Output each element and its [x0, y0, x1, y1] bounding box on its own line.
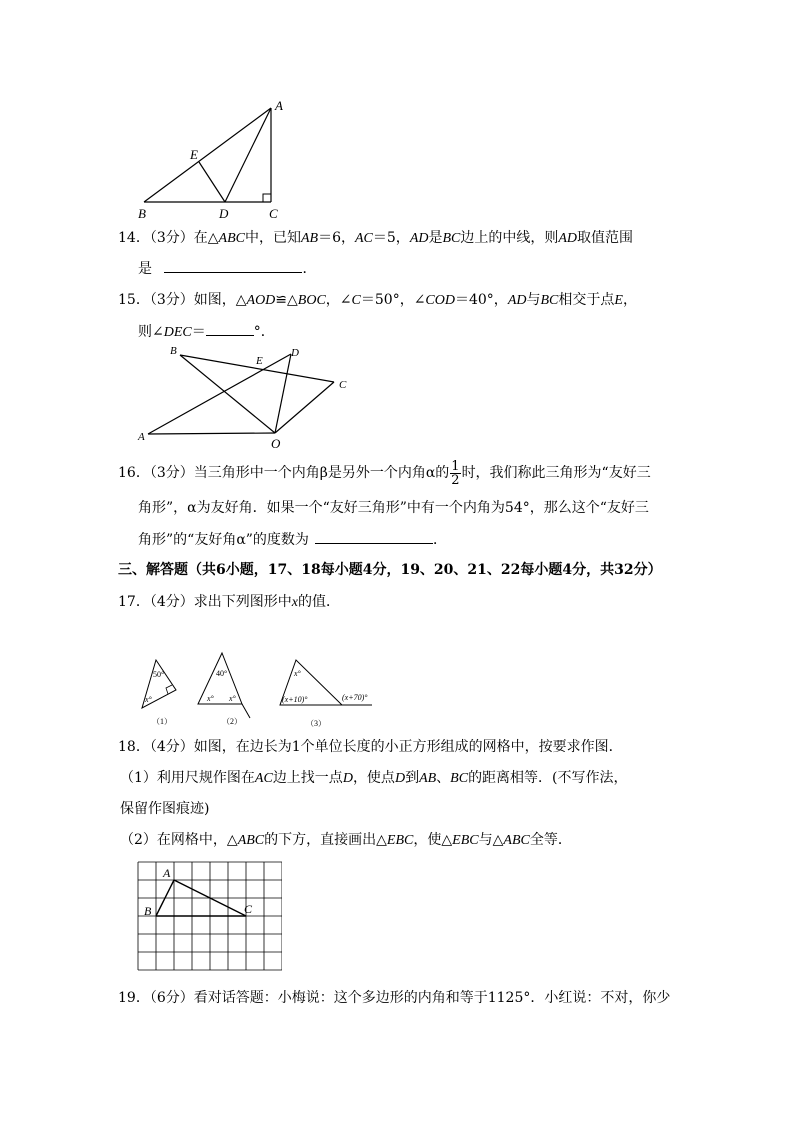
q14-answer-blank[interactable]	[164, 258, 302, 273]
label-a: A	[138, 431, 145, 443]
grid-label-c: C	[244, 902, 253, 916]
fig3-a: (x+10)°	[282, 695, 308, 704]
label-c: C	[269, 206, 278, 221]
figures-q17	[130, 648, 400, 730]
label-c: C	[339, 379, 347, 391]
q14-line1: 14．（3分）在△ABC中，已知AB＝6，AC＝5，AD是BC边上的中线，则AD取值范围	[118, 230, 634, 246]
q15-line1: 15．（3分）如图，△AOD≌△BOC，∠C＝50°，∠COD＝40°，AD与BC相交于点E，	[118, 292, 637, 308]
fig1-caption: （1）	[152, 717, 172, 726]
grid-label-b: B	[144, 904, 152, 918]
label-b: B	[138, 206, 146, 221]
figure-triangle-abc	[130, 96, 290, 224]
q16-line1: 16．（3分）当三角形中一个内角β是另外一个内角α的 $\frac{1}{2}$ 时，我们称此三角形为“友好三	[118, 458, 651, 488]
label-o: O	[271, 436, 281, 451]
fig3-x: x°	[294, 669, 301, 678]
fig1-angle: 50°	[153, 670, 165, 679]
figure-grid-q18	[136, 860, 282, 974]
q18-part1-line1: （1）利用尺规作图在AC边上找一点D，使点D到AB、BC的距离相等．(不写作法，	[120, 770, 628, 786]
q15-answer-blank[interactable]	[206, 321, 254, 336]
q18-part1-line2: 保留作图痕迹)	[120, 801, 210, 817]
q16-line3: 角形”的“友好角α”的度数为 ．	[138, 529, 447, 550]
fig3-caption: （3）	[306, 719, 326, 728]
label-b: B	[170, 345, 177, 357]
fig2-angle: 40°	[216, 669, 228, 678]
label-d: D	[291, 347, 299, 359]
fig3-b: (x+70)°	[342, 693, 368, 702]
fig2-x2: x°	[229, 694, 236, 703]
label-d: D	[219, 206, 229, 221]
q15-line2: 则∠DEC＝ °．	[138, 321, 275, 343]
q18-line1: 18．（4分）如图，在边长为1个单位长度的小正方形组成的网格中，按要求作图．	[118, 739, 623, 755]
q16-answer-blank[interactable]	[315, 529, 433, 544]
q14-line2: 是 ．	[138, 258, 316, 279]
q18-part2: （2）在网格中，△ABC的下方，直接画出△EBC，使△EBC与△ABC全等．	[120, 832, 572, 848]
grid-label-a: A	[163, 866, 171, 880]
fig2-x1: x°	[207, 694, 214, 703]
label-a: A	[275, 98, 283, 113]
fig1-x: x°	[145, 695, 152, 704]
figure-q15	[134, 342, 360, 454]
fig2-caption: （2）	[222, 717, 242, 726]
section-title: 三、解答题（共6小题，17、18每小题4分，19、20、21、22每小题4分，共32分）	[118, 562, 662, 578]
fraction-one-half: $\frac{1}{2}$	[451, 458, 460, 488]
q16-line2: 角形”，α为友好角．如果一个“友好三角形”中有一个内角为54°，那么这个“友好三	[138, 500, 649, 516]
q17-line1: 17．（4分）求出下列图形中x的值．	[118, 594, 340, 610]
q19-line1: 19．（6分）看对话答题：小梅说：这个多边形的内角和等于1125°．小红说：不对，你少	[118, 990, 671, 1006]
label-e: E	[190, 147, 198, 162]
label-e: E	[256, 355, 263, 367]
